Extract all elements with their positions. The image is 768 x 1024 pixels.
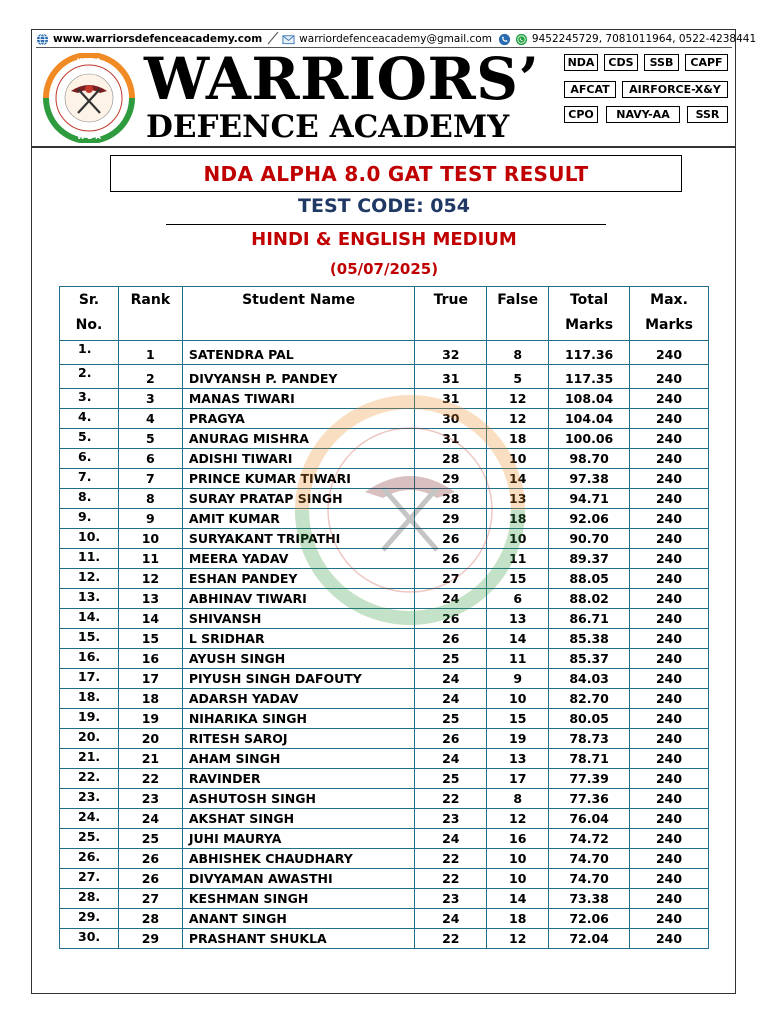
- phone-icon: [498, 33, 511, 46]
- cell-false: 16: [487, 829, 549, 849]
- table-row: [60, 749, 709, 769]
- cell-false: 8: [487, 789, 549, 809]
- cell-false: 13: [487, 749, 549, 769]
- cell-total-marks: 77.36: [549, 789, 630, 809]
- cell-max-marks: 240: [630, 909, 709, 929]
- cell-sr-no: 5.: [60, 429, 119, 449]
- cell-sr-no: 24.: [60, 809, 119, 829]
- cell-student-name: ABHISHEK CHAUDHARY: [182, 849, 415, 869]
- cell-false: 6: [487, 589, 549, 609]
- tag-ssb: SSB: [644, 54, 679, 71]
- table-row: [60, 729, 709, 749]
- cell-max-marks: 240: [630, 789, 709, 809]
- cell-true: 22: [415, 849, 487, 869]
- cell-max-marks: 240: [630, 729, 709, 749]
- tag-nda: NDA: [564, 54, 598, 71]
- cell-sr-no: 8.: [60, 489, 119, 509]
- cell-student-name: SURYAKANT TRIPATHI: [182, 529, 415, 549]
- cell-sr-no: 7.: [60, 469, 119, 489]
- cell-true: 24: [415, 689, 487, 709]
- cell-student-name: PRAGYA: [182, 409, 415, 429]
- phone-numbers: 9452245729, 7081011964, 0522-4238441: [531, 33, 757, 45]
- globe-icon: [36, 33, 49, 46]
- header-total-marks: Total Marks: [549, 287, 630, 341]
- cell-total-marks: 80.05: [549, 709, 630, 729]
- cell-max-marks: 240: [630, 569, 709, 589]
- table-body: [60, 341, 709, 949]
- cell-sr-no: 18.: [60, 689, 119, 709]
- table-row: [60, 609, 709, 629]
- cell-sr-no: 9.: [60, 509, 119, 529]
- cell-total-marks: 88.05: [549, 569, 630, 589]
- cell-sr-no: 19.: [60, 709, 119, 729]
- cell-false: 10: [487, 869, 549, 889]
- cell-false: 18: [487, 509, 549, 529]
- cell-true: 26: [415, 549, 487, 569]
- cell-false: 15: [487, 569, 549, 589]
- cell-rank: 17: [118, 669, 182, 689]
- cell-false: 14: [487, 889, 549, 909]
- cell-total-marks: 90.70: [549, 529, 630, 549]
- cell-sr-no: 20.: [60, 729, 119, 749]
- cell-max-marks: 240: [630, 489, 709, 509]
- header-true: True: [415, 287, 487, 341]
- cell-max-marks: 240: [630, 469, 709, 489]
- academy-title-line1: WARRIORS’: [144, 45, 540, 113]
- table-row: [60, 929, 709, 949]
- email-link[interactable]: warriordefenceacademy@gmail.com: [299, 33, 492, 45]
- header-false: False: [487, 287, 549, 341]
- header-max-marks: Max. Marks: [630, 287, 709, 341]
- cell-rank: 1: [118, 341, 182, 365]
- academy-title-line2: DEFENCE ACADEMY: [146, 109, 510, 145]
- cell-false: 10: [487, 449, 549, 469]
- cell-rank: 16: [118, 649, 182, 669]
- cell-false: 13: [487, 609, 549, 629]
- cell-rank: 21: [118, 749, 182, 769]
- cell-total-marks: 74.72: [549, 829, 630, 849]
- cell-false: 11: [487, 649, 549, 669]
- cell-total-marks: 104.04: [549, 409, 630, 429]
- cell-true: 28: [415, 449, 487, 469]
- result-heading: NDA ALPHA 8.0 GAT TEST RESULT: [203, 161, 589, 186]
- cell-false: 11: [487, 549, 549, 569]
- cell-student-name: ANANT SINGH: [182, 909, 415, 929]
- cell-rank: 11: [118, 549, 182, 569]
- cell-max-marks: 240: [630, 409, 709, 429]
- cell-total-marks: 73.38: [549, 889, 630, 909]
- cell-student-name: RITESH SAROJ: [182, 729, 415, 749]
- cell-total-marks: 72.06: [549, 909, 630, 929]
- cell-student-name: SURAY PRATAP SINGH: [182, 489, 415, 509]
- table-row: [60, 629, 709, 649]
- table-row: [60, 569, 709, 589]
- cell-false: 14: [487, 629, 549, 649]
- cell-student-name: AYUSH SINGH: [182, 649, 415, 669]
- cell-student-name: PRASHANT SHUKLA: [182, 929, 415, 949]
- cell-student-name: ASHUTOSH SINGH: [182, 789, 415, 809]
- cell-max-marks: 240: [630, 889, 709, 909]
- test-code-underline: [166, 224, 606, 225]
- cell-student-name: MANAS TIWARI: [182, 389, 415, 409]
- cell-rank: 28: [118, 909, 182, 929]
- cell-false: 10: [487, 849, 549, 869]
- cell-student-name: L SRIDHAR: [182, 629, 415, 649]
- cell-student-name: ADARSH YADAV: [182, 689, 415, 709]
- cell-total-marks: 97.38: [549, 469, 630, 489]
- website-link[interactable]: www.warriorsdefenceacademy.com: [53, 33, 263, 45]
- cell-max-marks: 240: [630, 649, 709, 669]
- cell-sr-no: 3.: [60, 389, 119, 409]
- table-row: [60, 869, 709, 889]
- table-row: [60, 709, 709, 729]
- cell-true: 26: [415, 729, 487, 749]
- tag-ssr: SSR: [687, 106, 728, 123]
- cell-rank: 10: [118, 529, 182, 549]
- cell-max-marks: 240: [630, 549, 709, 569]
- cell-max-marks: 240: [630, 589, 709, 609]
- table-row: [60, 669, 709, 689]
- cell-max-marks: 240: [630, 609, 709, 629]
- table-row: [60, 365, 709, 389]
- cell-sr-no: 26.: [60, 849, 119, 869]
- cell-max-marks: 240: [630, 689, 709, 709]
- cell-student-name: SHIVANSH: [182, 609, 415, 629]
- cell-rank: 23: [118, 789, 182, 809]
- cell-rank: 12: [118, 569, 182, 589]
- cell-false: 17: [487, 769, 549, 789]
- cell-false: 18: [487, 429, 549, 449]
- cell-max-marks: 240: [630, 849, 709, 869]
- cell-sr-no: 30.: [60, 929, 119, 949]
- cell-true: 24: [415, 909, 487, 929]
- cell-rank: 2: [118, 365, 182, 389]
- cell-true: 22: [415, 869, 487, 889]
- table-row: [60, 809, 709, 829]
- table-row: [60, 849, 709, 869]
- cell-total-marks: 117.35: [549, 365, 630, 389]
- cell-max-marks: 240: [630, 449, 709, 469]
- tag-cpo: CPO: [564, 106, 598, 123]
- cell-true: 22: [415, 789, 487, 809]
- email-icon: [282, 33, 295, 46]
- table-row: [60, 389, 709, 409]
- cell-student-name: PIYUSH SINGH DAFOUTY: [182, 669, 415, 689]
- cell-true: 25: [415, 769, 487, 789]
- cell-false: 9: [487, 669, 549, 689]
- cell-max-marks: 240: [630, 769, 709, 789]
- cell-student-name: AMIT KUMAR: [182, 509, 415, 529]
- cell-total-marks: 84.03: [549, 669, 630, 689]
- cell-sr-no: 17.: [60, 669, 119, 689]
- cell-sr-no: 22.: [60, 769, 119, 789]
- cell-student-name: KESHMAN SINGH: [182, 889, 415, 909]
- logo-top-text: W D A: [77, 57, 101, 65]
- cell-rank: 14: [118, 609, 182, 629]
- cell-false: 15: [487, 709, 549, 729]
- cell-student-name: DIVYAMAN AWASTHI: [182, 869, 415, 889]
- table-row: [60, 889, 709, 909]
- cell-false: 12: [487, 409, 549, 429]
- table-row: [60, 689, 709, 709]
- tag-cds: CDS: [604, 54, 638, 71]
- cell-true: 32: [415, 341, 487, 365]
- cell-student-name: PRINCE KUMAR TIWARI: [182, 469, 415, 489]
- table-row: [60, 909, 709, 929]
- tag-airforce: AIRFORCE-X&Y: [622, 81, 728, 98]
- cell-true: 24: [415, 589, 487, 609]
- cell-max-marks: 240: [630, 829, 709, 849]
- cell-rank: 18: [118, 689, 182, 709]
- cell-true: 25: [415, 709, 487, 729]
- cell-rank: 15: [118, 629, 182, 649]
- cell-total-marks: 86.71: [549, 609, 630, 629]
- table-header-row: [60, 287, 709, 341]
- cell-student-name: NIHARIKA SINGH: [182, 709, 415, 729]
- cell-total-marks: 77.39: [549, 769, 630, 789]
- cell-rank: 29: [118, 929, 182, 949]
- cell-total-marks: 82.70: [549, 689, 630, 709]
- cell-false: 8: [487, 341, 549, 365]
- cell-true: 24: [415, 669, 487, 689]
- cell-true: 26: [415, 629, 487, 649]
- cell-total-marks: 88.02: [549, 589, 630, 609]
- cell-sr-no: 23.: [60, 789, 119, 809]
- cell-sr-no: 14.: [60, 609, 119, 629]
- cell-sr-no: 29.: [60, 909, 119, 929]
- cell-true: 30: [415, 409, 487, 429]
- cell-max-marks: 240: [630, 629, 709, 649]
- table-row: [60, 409, 709, 429]
- cell-max-marks: 240: [630, 529, 709, 549]
- cell-sr-no: 13.: [60, 589, 119, 609]
- cell-true: 28: [415, 489, 487, 509]
- cell-max-marks: 240: [630, 509, 709, 529]
- cell-sr-no: 4.: [60, 409, 119, 429]
- cell-rank: 6: [118, 449, 182, 469]
- cell-sr-no: 2.: [60, 365, 119, 389]
- cell-total-marks: 89.37: [549, 549, 630, 569]
- tag-capf: CAPF: [685, 54, 728, 71]
- cell-total-marks: 78.73: [549, 729, 630, 749]
- cell-rank: 19: [118, 709, 182, 729]
- cell-false: 5: [487, 365, 549, 389]
- cell-true: 25: [415, 649, 487, 669]
- cell-total-marks: 85.37: [549, 649, 630, 669]
- medium-label: HINDI & ENGLISH MEDIUM: [251, 229, 517, 250]
- cell-total-marks: 74.70: [549, 869, 630, 889]
- cell-sr-no: 27.: [60, 869, 119, 889]
- table-row: [60, 589, 709, 609]
- table-row: [60, 529, 709, 549]
- cell-rank: 26: [118, 849, 182, 869]
- cell-student-name: JUHI MAURYA: [182, 829, 415, 849]
- slash-divider: [262, 31, 282, 45]
- cell-false: 10: [487, 689, 549, 709]
- cell-max-marks: 240: [630, 809, 709, 829]
- cell-total-marks: 85.38: [549, 629, 630, 649]
- cell-sr-no: 15.: [60, 629, 119, 649]
- table-row: [60, 449, 709, 469]
- table-row: [60, 769, 709, 789]
- cell-max-marks: 240: [630, 365, 709, 389]
- cell-max-marks: 240: [630, 709, 709, 729]
- cell-rank: 9: [118, 509, 182, 529]
- table-row: [60, 549, 709, 569]
- cell-rank: 20: [118, 729, 182, 749]
- cell-rank: 24: [118, 809, 182, 829]
- header-divider: [31, 146, 736, 148]
- table-row: [60, 789, 709, 809]
- cell-student-name: RAVINDER: [182, 769, 415, 789]
- cell-student-name: AHAM SINGH: [182, 749, 415, 769]
- cell-rank: 25: [118, 829, 182, 849]
- cell-total-marks: 117.36: [549, 341, 630, 365]
- cell-true: 26: [415, 529, 487, 549]
- academy-logo: [38, 53, 140, 143]
- cell-rank: 7: [118, 469, 182, 489]
- cell-false: 19: [487, 729, 549, 749]
- cell-rank: 26: [118, 869, 182, 889]
- table-row: [60, 509, 709, 529]
- test-date: (05/07/2025): [329, 260, 439, 278]
- whatsapp-icon: [515, 33, 528, 46]
- cell-max-marks: 240: [630, 429, 709, 449]
- cell-false: 18: [487, 909, 549, 929]
- cell-total-marks: 108.04: [549, 389, 630, 409]
- cell-true: 29: [415, 509, 487, 529]
- cell-student-name: DIVYANSH P. PANDEY: [182, 365, 415, 389]
- cell-sr-no: 21.: [60, 749, 119, 769]
- cell-sr-no: 11.: [60, 549, 119, 569]
- cell-total-marks: 72.04: [549, 929, 630, 949]
- cell-false: 12: [487, 389, 549, 409]
- cell-max-marks: 240: [630, 389, 709, 409]
- table-row: [60, 341, 709, 365]
- cell-true: 31: [415, 365, 487, 389]
- cell-sr-no: 6.: [60, 449, 119, 469]
- cell-max-marks: 240: [630, 869, 709, 889]
- cell-rank: 27: [118, 889, 182, 909]
- tag-afcat: AFCAT: [564, 81, 616, 98]
- cell-total-marks: 92.06: [549, 509, 630, 529]
- cell-rank: 4: [118, 409, 182, 429]
- cell-sr-no: 12.: [60, 569, 119, 589]
- cell-true: 22: [415, 929, 487, 949]
- cell-false: 13: [487, 489, 549, 509]
- cell-false: 14: [487, 469, 549, 489]
- header-sr-no: Sr. No.: [60, 287, 119, 341]
- results-table: [59, 286, 709, 949]
- cell-true: 24: [415, 829, 487, 849]
- cell-total-marks: 78.71: [549, 749, 630, 769]
- tag-navy-aa: NAVY-AA: [606, 106, 680, 123]
- table-row: [60, 469, 709, 489]
- cell-max-marks: 240: [630, 341, 709, 365]
- cell-true: 23: [415, 889, 487, 909]
- cell-total-marks: 94.71: [549, 489, 630, 509]
- header-student-name: Student Name: [182, 287, 415, 341]
- table-row: [60, 649, 709, 669]
- cell-student-name: MEERA YADAV: [182, 549, 415, 569]
- cell-sr-no: 25.: [60, 829, 119, 849]
- test-code: TEST CODE: 054: [298, 195, 470, 217]
- cell-true: 29: [415, 469, 487, 489]
- cell-total-marks: 76.04: [549, 809, 630, 829]
- cell-total-marks: 98.70: [549, 449, 630, 469]
- table-row: [60, 429, 709, 449]
- cell-student-name: ADISHI TIWARI: [182, 449, 415, 469]
- cell-false: 12: [487, 809, 549, 829]
- cell-true: 26: [415, 609, 487, 629]
- cell-true: 31: [415, 389, 487, 409]
- cell-true: 24: [415, 749, 487, 769]
- cell-total-marks: 74.70: [549, 849, 630, 869]
- cell-student-name: ESHAN PANDEY: [182, 569, 415, 589]
- table-row: [60, 829, 709, 849]
- cell-student-name: ANURAG MISHRA: [182, 429, 415, 449]
- cell-max-marks: 240: [630, 749, 709, 769]
- cell-max-marks: 240: [630, 669, 709, 689]
- cell-max-marks: 240: [630, 929, 709, 949]
- cell-true: 31: [415, 429, 487, 449]
- table-row: [60, 489, 709, 509]
- header-rank: Rank: [118, 287, 182, 341]
- cell-false: 12: [487, 929, 549, 949]
- cell-sr-no: 10.: [60, 529, 119, 549]
- cell-false: 10: [487, 529, 549, 549]
- cell-true: 23: [415, 809, 487, 829]
- cell-rank: 8: [118, 489, 182, 509]
- cell-rank: 22: [118, 769, 182, 789]
- cell-sr-no: 1.: [60, 341, 119, 365]
- result-heading-box: [110, 155, 682, 192]
- cell-true: 27: [415, 569, 487, 589]
- cell-student-name: ABHINAV TIWARI: [182, 589, 415, 609]
- cell-student-name: AKSHAT SINGH: [182, 809, 415, 829]
- cell-sr-no: 16.: [60, 649, 119, 669]
- cell-rank: 5: [118, 429, 182, 449]
- cell-student-name: SATENDRA PAL: [182, 341, 415, 365]
- cell-sr-no: 28.: [60, 889, 119, 909]
- cell-rank: 3: [118, 389, 182, 409]
- logo-bottom-text: W D A: [77, 133, 101, 141]
- cell-total-marks: 100.06: [549, 429, 630, 449]
- cell-rank: 13: [118, 589, 182, 609]
